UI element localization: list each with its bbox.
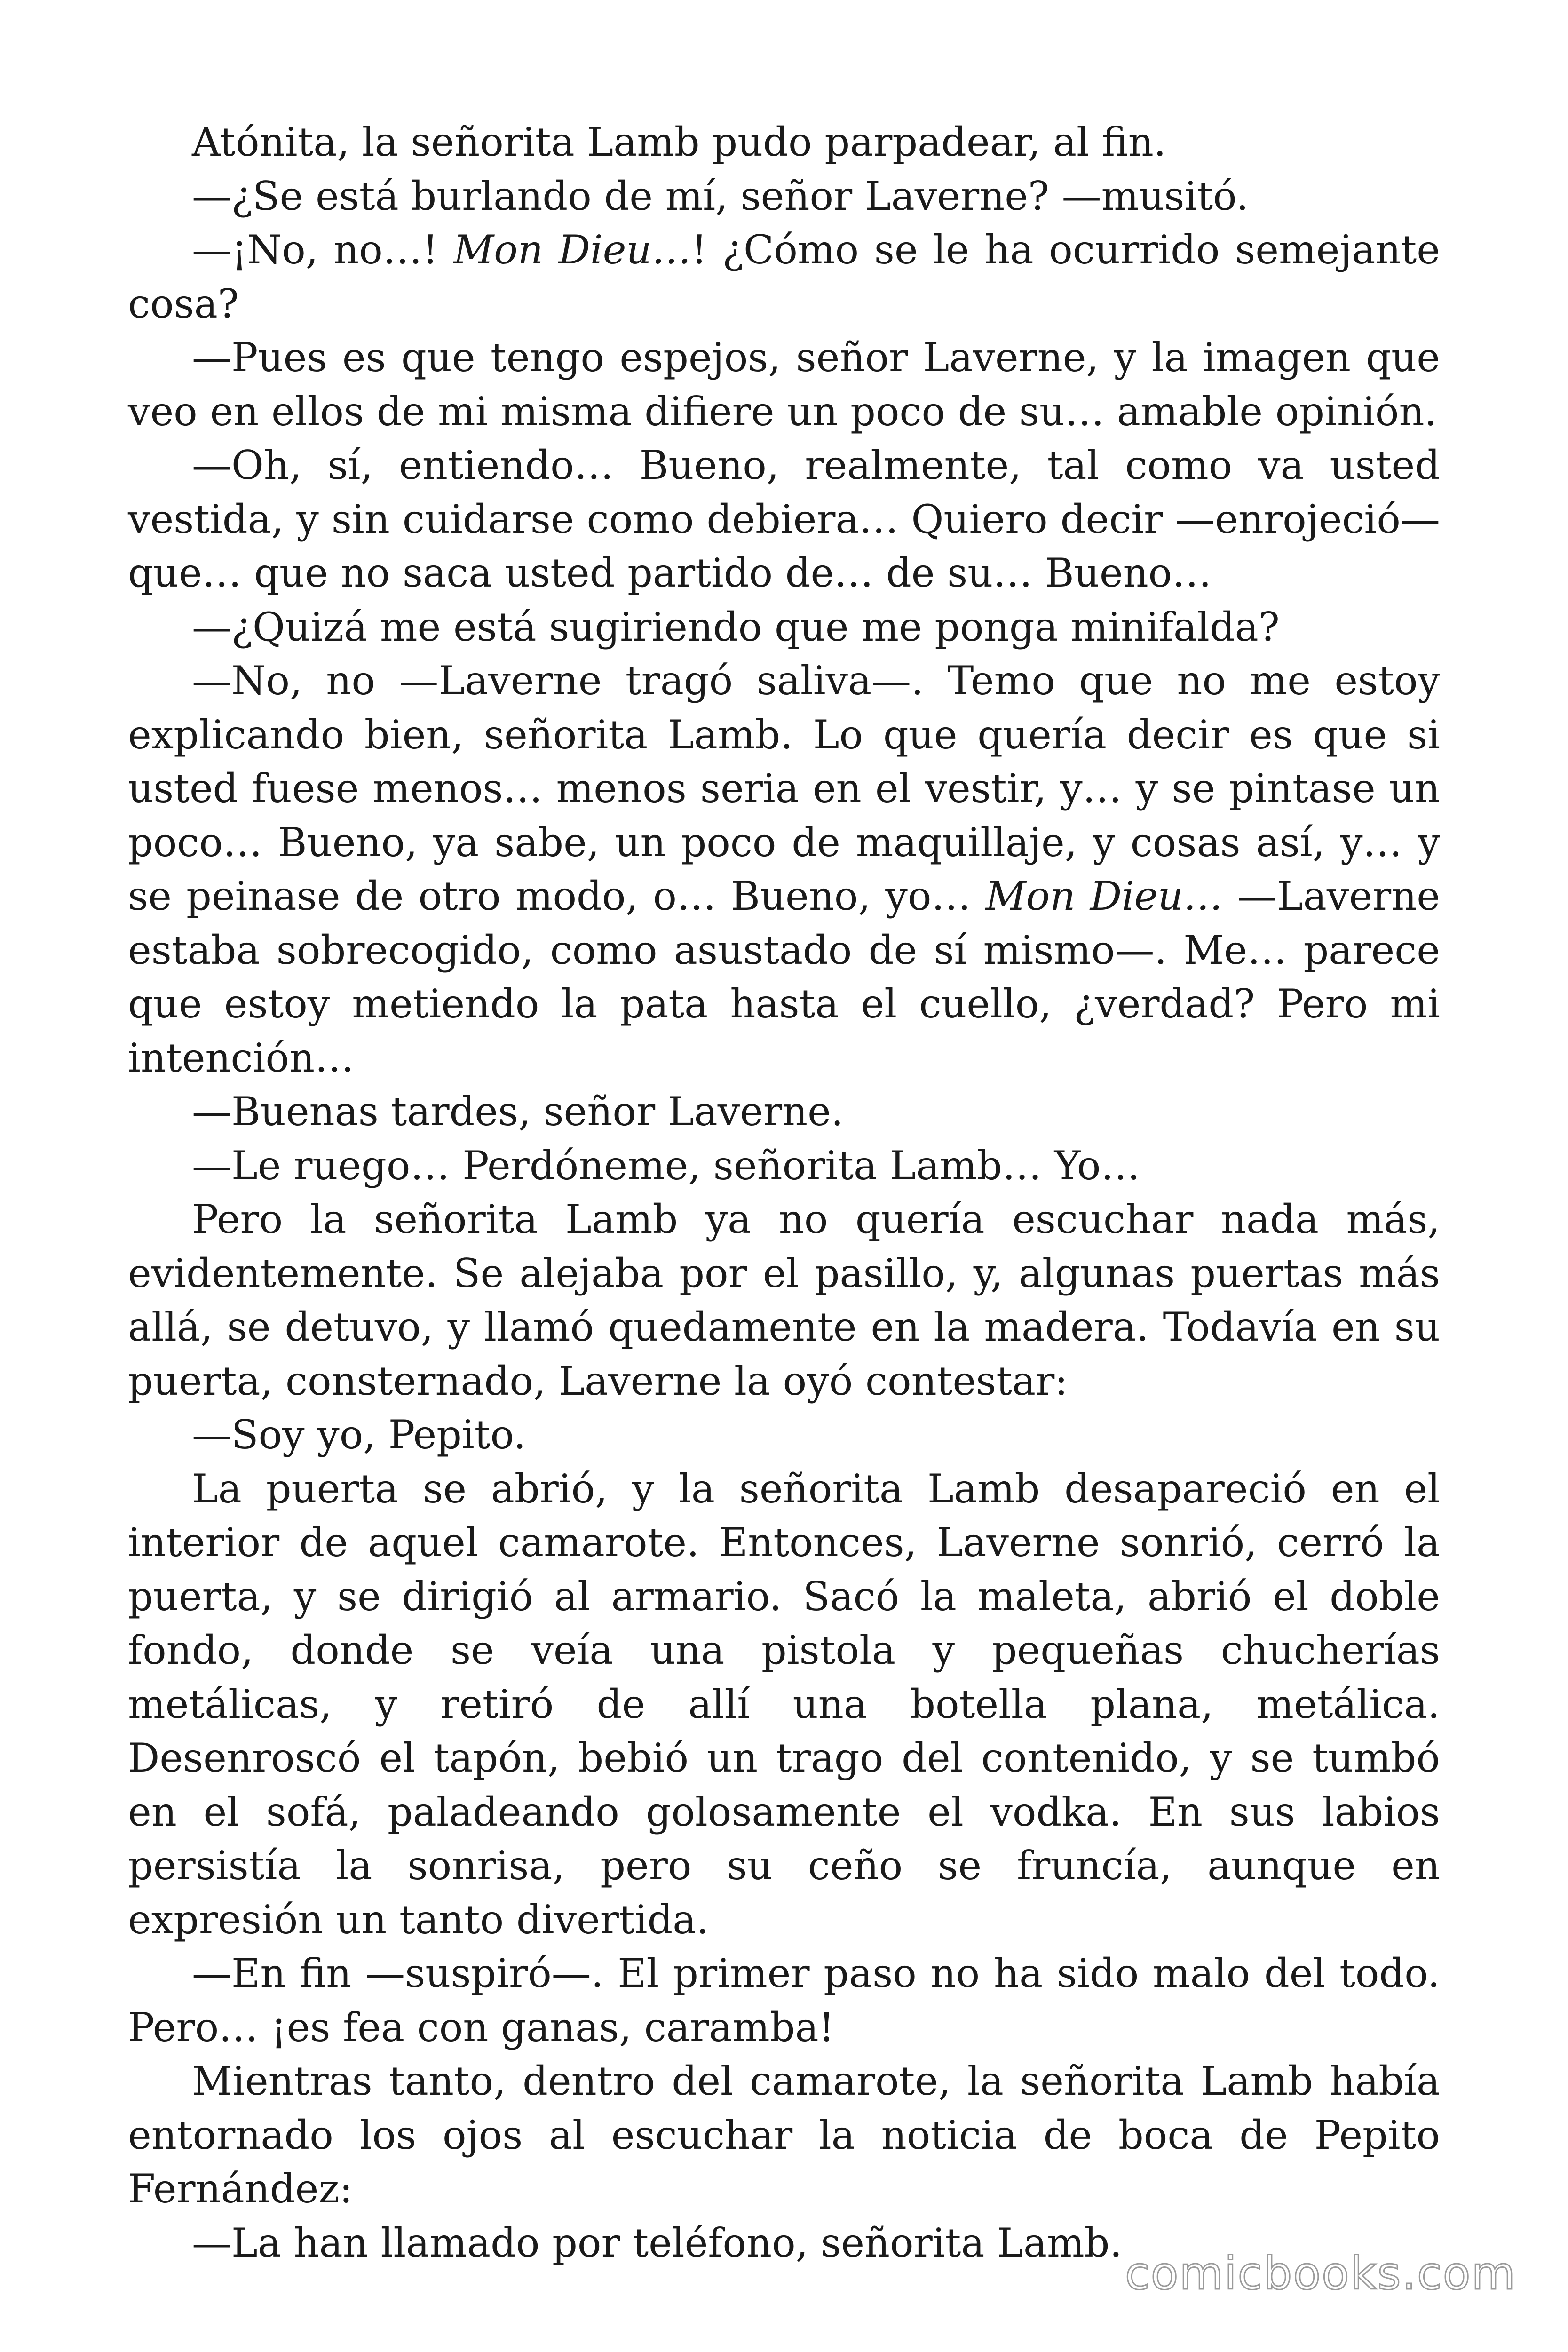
watermark: comicbooks.com bbox=[1125, 2247, 1516, 2300]
paragraph bbox=[128, 331, 1440, 438]
text-segment: —Soy yo, Pepito. bbox=[192, 1412, 526, 1458]
text-segment: —No, no —Laverne tragó saliva—. Temo que no me estoy explicando bien, señorita Lamb. Lo que quería decir es que si usted fuese menos… menos seria en el vestir, y… y se pintase un poco… Bueno, ya sabe, un poco de maquillaje, y cosas así, y… y se peinase de otro modo, o… Bueno, yo… bbox=[128, 658, 1440, 919]
paragraph bbox=[128, 1462, 1440, 1947]
paragraph bbox=[128, 169, 1440, 223]
italic-text: Mon Dieu… bbox=[985, 873, 1223, 919]
text-segment: ! ¿Cómo se le ha ocurrido semejante cosa? bbox=[128, 227, 1441, 327]
paragraph bbox=[128, 600, 1440, 654]
paragraph bbox=[128, 115, 1440, 169]
paragraph bbox=[128, 438, 1440, 600]
text-segment: —¿Quizá me está sugiriendo que me ponga minifalda? bbox=[192, 604, 1280, 650]
text-segment: —Pues es que tengo espejos, señor Laverne, y la imagen que veo en ellos de mi misma difiere un poco de su… amable opinión. bbox=[128, 334, 1440, 435]
text-segment: Pero la señorita Lamb ya no quería escuchar nada más, evidentemente. Se alejaba por el pasillo, y, algunas puertas más allá, se detuvo, y llamó quedamente en la madera. Todavía en su puerta, consternado, Laverne la oyó contestar: bbox=[128, 1196, 1440, 1404]
text-segment: —En fin —suspiró—. El primer paso no ha sido malo del todo. Pero… ¡es fea con ganas, caramba! bbox=[128, 1950, 1440, 2050]
page-body-text bbox=[128, 115, 1440, 2270]
text-segment: —Buenas tardes, señor Laverne. bbox=[192, 1089, 844, 1135]
text-segment: —Laverne estaba sobrecogido, como asustado de sí mismo—. Me… parece que estoy metiendo la pata hasta el cuello, ¿verdad? Pero mi intención… bbox=[128, 873, 1441, 1081]
text-segment: —La han llamado por teléfono, señorita Lamb. bbox=[192, 2219, 1123, 2266]
paragraph bbox=[128, 1139, 1440, 1193]
paragraph bbox=[128, 1408, 1440, 1462]
paragraph bbox=[128, 2054, 1440, 2216]
text-segment: Atónita, la señorita Lamb pudo parpadear, al fin. bbox=[192, 119, 1166, 165]
italic-text: Mon Dieu… bbox=[453, 227, 691, 273]
text-segment: —¿Se está burlando de mí, señor Laverne? —musitó. bbox=[192, 173, 1249, 219]
paragraph bbox=[128, 1947, 1440, 2054]
text-segment: —Le ruego… Perdóneme, señorita Lamb… Yo… bbox=[192, 1142, 1140, 1189]
text-segment: —Oh, sí, entiendo… Bueno, realmente, tal como va usted vestida, y sin cuidarse como debiera… Quiero decir —enrojeció— que… que no saca usted partido de… de su… Bueno… bbox=[128, 442, 1440, 596]
text-segment: Mientras tanto, dentro del camarote, la señorita Lamb había entornado los ojos al escuchar la noticia de boca de Pepito Fernández: bbox=[128, 2058, 1440, 2212]
paragraph bbox=[128, 1192, 1440, 1408]
text-segment: La puerta se abrió, y la señorita Lamb desapareció en el interior de aquel camarote. Entonces, Laverne sonrió, cerró la puerta, y se dirigió al armario. Sacó la maleta, abrió el doble fondo, donde se veía una pistola y pequeñas chucherías metálicas, y retiró de allí una botella plana, metálica. Desenroscó el tapón, bebió un trago del contenido, y se tumbó en el sofá, paladeando golosamente el vodka. En sus labios persistía la sonrisa, pero su ceño se fruncía, aunque en expresión un tanto divertida. bbox=[128, 1465, 1440, 1943]
paragraph bbox=[128, 223, 1440, 331]
text-segment: —¡No, no…! bbox=[192, 227, 454, 273]
paragraph bbox=[128, 654, 1440, 1085]
paragraph bbox=[128, 1085, 1440, 1139]
